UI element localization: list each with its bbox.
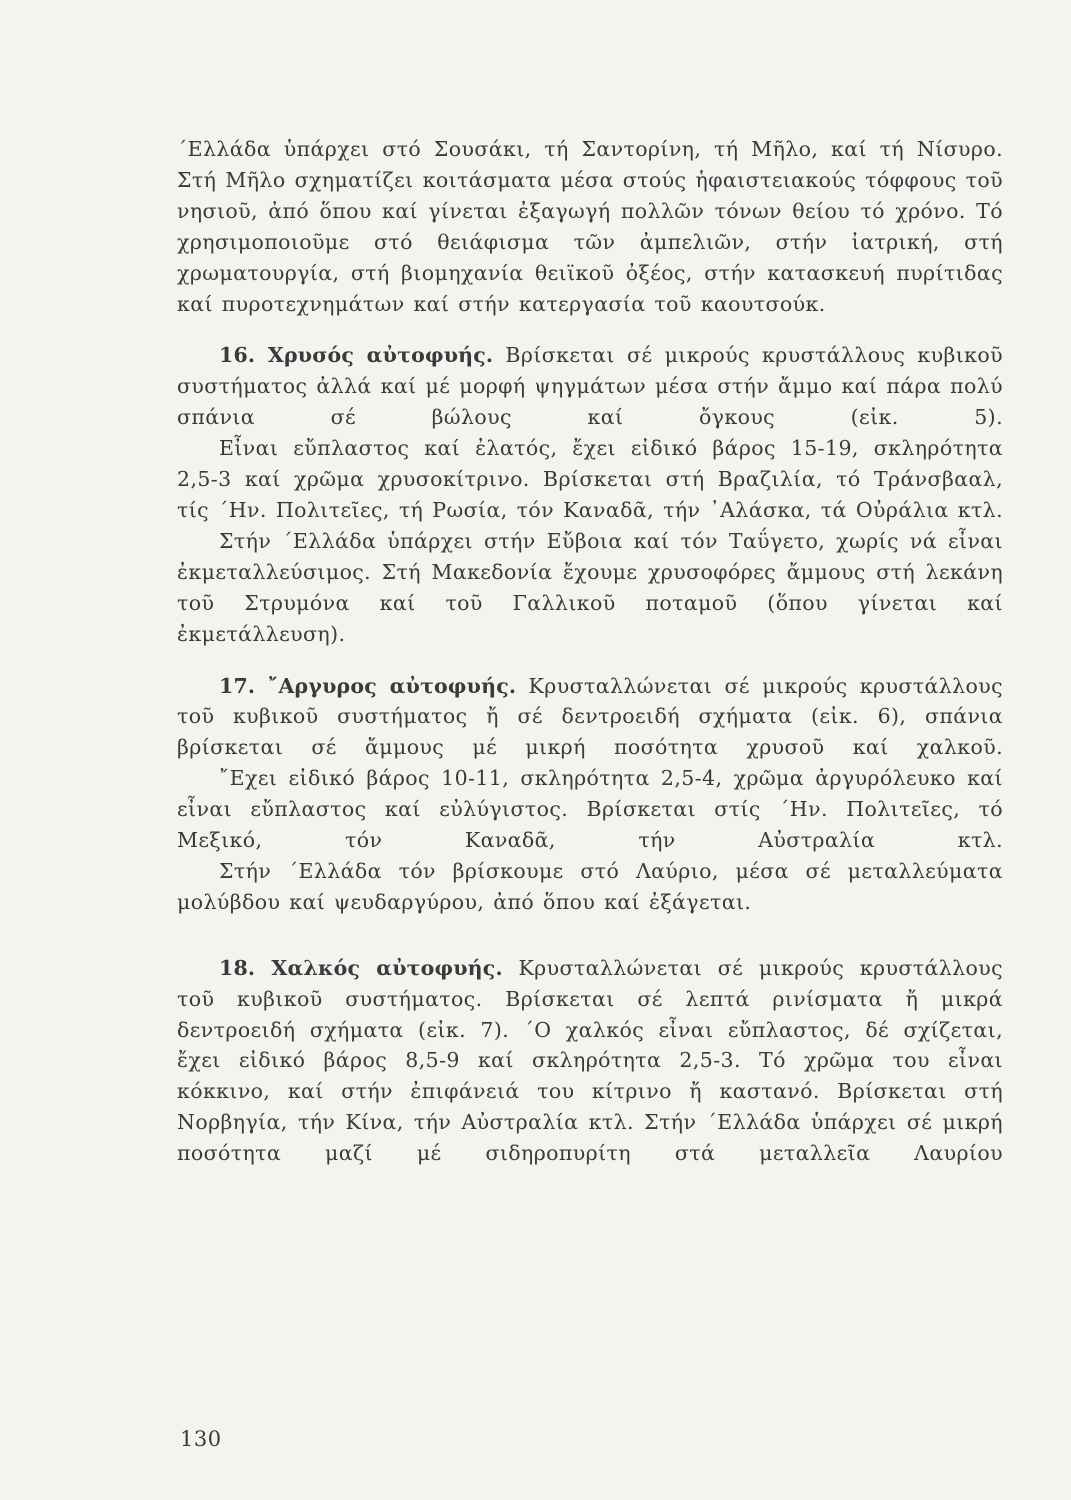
section-17-paragraph-1: [177, 671, 1003, 764]
page-text: [177, 134, 1003, 1169]
page-number: 130: [180, 1427, 222, 1451]
intro-paragraph: ΄Ελλάδα ὑπάρχει στό Σουσάκι, τή Σαντορίνη, τή Μῆλο, καί τή Νίσυρο. Στή Μῆλο σχηματίζει κοιτάσματα μέσα στούς ἡφαιστειακούς τόφφους τοῦ νησιοῦ, ἀπό ὅπου καί γίνεται ἐξαγωγή πολλῶν τόνων θείου τό χρόνο. Τό χρησιμοποιοῦμε στό θειάφισμα τῶν ἀμπελιῶν, στήν ἰατρική, στή χρωματουργία, στή βιομηχανία θειϊκοῦ ὀξέος, στήν κατασκευή πυρίτιδας καί πυροτεχνημάτων καί στήν κατεργασία τοῦ καουτσούκ.: [177, 137, 1003, 316]
section-18-paragraph-1: [177, 953, 1003, 1169]
section-17-paragraph-3: Στήν ΄Ελλάδα τόν βρίσκουμε στό Λαύριο, μέσα σέ μεταλλεύματα μολύβδου καί ψευδαργύρου, ἀπό ὅπου καί ἐξάγεται.: [177, 858, 1003, 914]
section-17-heading: 17. ῎Αργυρος αὐτοφυής.: [219, 673, 517, 698]
section-16-paragraph-2: Εἶναι εὔπλαστος καί ἐλατός, ἔχει εἰδικό βάρος 15-19, σκληρότητα 2,5-3 καί χρῶμα χρυσοκίτρινο. Βρίσκεται στή Βραζιλία, τό Τράνσβααλ, τίς ΄Ην. Πολιτεῖες, τή Ρωσία, τόν Καναδᾶ, τήν ᾽Αλάσκα, τά Οὐράλια κτλ.: [177, 436, 1003, 522]
section-16-paragraph-1: [177, 340, 1003, 433]
section-17-text-1: Κρυσταλλώνεται σέ μικρούς κρυστάλλους τοῦ κυβικοῦ συστήματος ἤ σέ δεντροειδή σχήματα (εἰκ. 6), σπάνια βρίσκεται σέ ἄμμους μέ μικρή ποσότητα χρυσοῦ καί χαλκοῦ.: [177, 673, 1003, 760]
section-17-paragraph-2: ῎Εχει εἰδικό βάρος 10-11, σκληρότητα 2,5-4, χρῶμα ἀργυρόλευκο καί εἶναι εὔπλαστος καί εὐλύγιστος. Βρίσκεται στίς ΄Ην. Πολιτεῖες, τό Μεξικό, τόν Καναδᾶ, τήν Αὐστραλία κτλ.: [177, 766, 1003, 853]
section-16-text-1: Βρίσκεται σέ μικρούς κρυστάλλους κυβικοῦ συστήματος ἀλλά καί μέ μορφή ψηγμάτων μέσα στήν ἄμμο καί πάρα πολύ σπάνια σέ βώλους καί ὄγκους (εἰκ. 5).: [177, 343, 1003, 430]
section-18-text-1: Κρυσταλλώνεται σέ μικρούς κρυστάλλους τοῦ κυβικοῦ συστήματος. Βρίσκεται σέ λεπτά ρινίσματα ἤ μικρά δεντροειδή σχήματα (εἰκ. 7). ΄Ο χαλκός εἶναι εὔπλαστος, δέ σχίζεται, ἔχει εἰδικό βάρος 8,5-9 καί σκληρότητα 2,5-3. Τό χρῶμα του εἶναι κόκκινο, καί στήν ἐπιφάνειά του κίτρινο ἤ καστανό. Βρίσκεται στή Νορβηγία, τήν Κίνα, τήν Αὐστραλία κτλ. Στήν ΄Ελλάδα ὑπάρχει σέ μικρή ποσότητα μαζί μέ σιδηροπυρίτη στά μεταλλεῖα Λαυρίου: [177, 955, 1003, 1166]
section-16-heading: 16. Χρυσός αὐτοφυής.: [219, 343, 494, 368]
section-18-heading: 18. Χαλκός αὐτοφυής.: [219, 955, 503, 980]
section-16-paragraph-3: Στήν ΄Ελλάδα ὑπάρχει στήν Εὔβοια καί τόν Ταΰγετο, χωρίς νά εἶναι ἐκμεταλλεύσιμος. Στή Μακεδονία ἔχουμε χρυσοφόρες ἄμμους στή λεκάνη τοῦ Στρυμόνα καί τοῦ Γαλλικοῦ ποταμοῦ (ὅπου γίνεται καί ἐκμετάλλευση).: [177, 528, 1003, 646]
